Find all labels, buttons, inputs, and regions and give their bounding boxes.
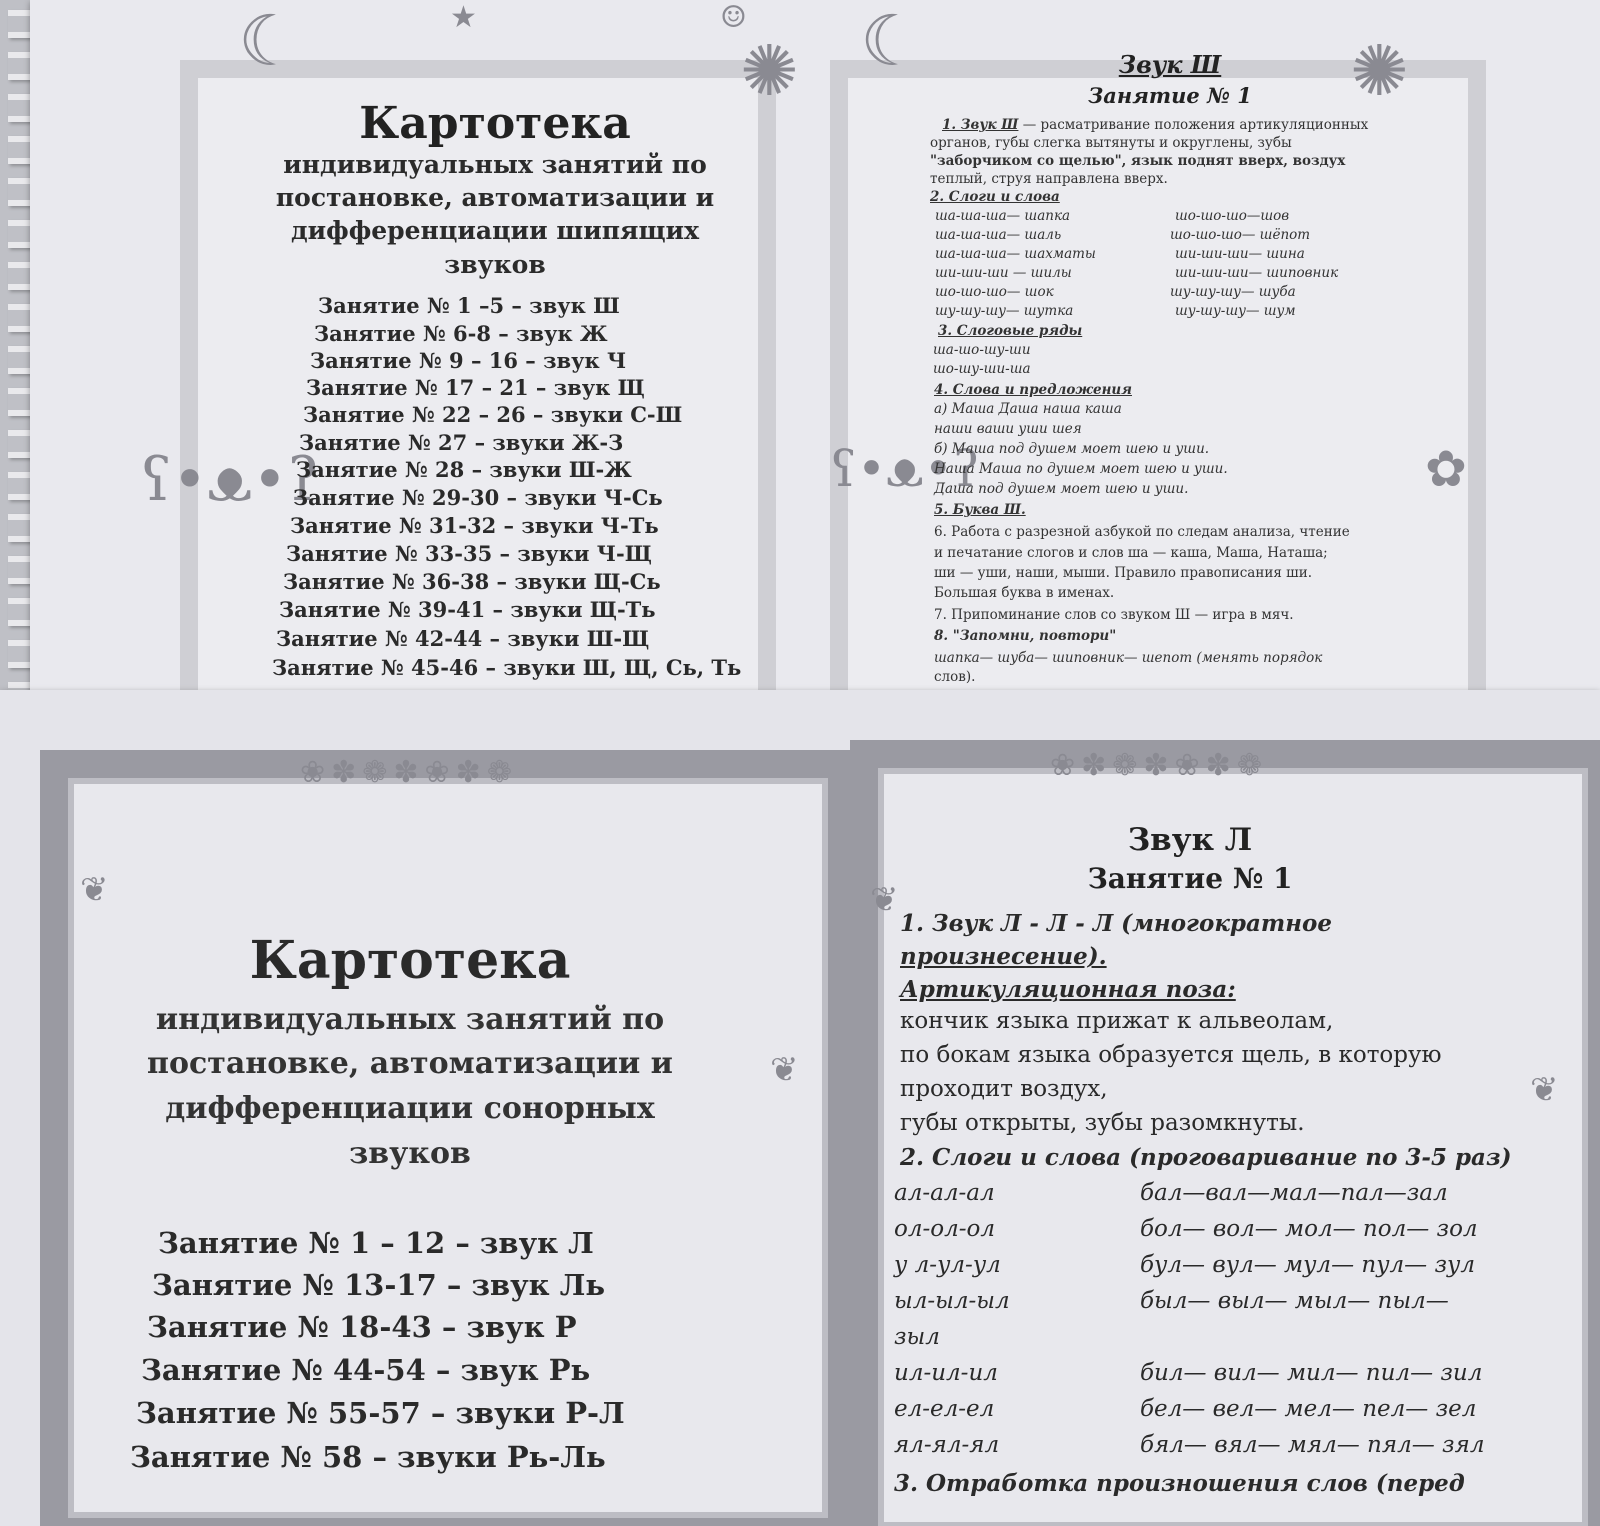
lesson-list-item: Занятие № 27 – звуки Ж-З [299,430,624,455]
lesson-list-item: Занятие № 58 – звуки Рь-Ль [130,1440,606,1474]
sound-l-heading: Звук Л [1127,822,1253,858]
pose-text: по бокам языка образуется щель, в которую [900,1042,1442,1068]
paragraph-text: слов). [934,669,976,685]
paragraph-text: органов, губы слегка вытянуты и округлены, зубы [930,135,1292,151]
subtitle-line-3: дифференциации шипящих [290,216,700,245]
paragraph-text: "заборчиком со щелью", язык поднят вверх, воздух [930,153,1346,169]
subtitle-line-2: постановке, автоматизации и [275,183,715,212]
lesson-list-item: Занятие № 39-41 – звуки Щ-Ть [279,597,656,622]
syllable-left: ол-ол-ол [894,1216,996,1242]
syllable-right: бал—вал—мал—пал—зал [1140,1180,1448,1206]
lesson-number: Занятие № 1 [1088,83,1252,108]
subtitle-line-2: постановке, автоматизации и [147,1046,673,1081]
sentence: наши ваши уши шея [934,421,1082,437]
pose-text: проходит воздух, [900,1076,1108,1102]
syllable-left: у л-ул-ул [894,1252,1001,1278]
section-heading: 4. Слова и предложения [934,382,1132,398]
section-heading: 3. Слоговые ряды [938,323,1083,339]
bottom-sheet [0,690,1600,1526]
syllable-right: шо-шо-шо—шов [1175,208,1290,224]
vine-icon: ❦ [80,870,109,910]
paragraph-1-label: 1. Звук Ш — расматривание положения артикуляционных [942,117,1369,133]
smiley-icon: ☺ [720,0,747,35]
syllable-right: ши-ши-ши— шиповник [1175,265,1339,281]
lesson-list-item: Занятие № 36-38 – звуки Щ-Сь [283,569,661,594]
lesson-list-item: Занятие № 55-57 – звуки Р-Л [136,1396,625,1430]
flower-icon: ✿ [1425,440,1467,498]
section-heading: 6. Работа с разрезной азбукой по следам анализа, чтение [934,524,1350,540]
section-heading: 2. Слоги и слова [930,189,1060,205]
syllable-left: зыл [894,1324,940,1350]
syllable-right: бял— вял— мял— пял— зял [1140,1432,1485,1458]
lesson-list-item: Занятие № 31-32 – звуки Ч-Ть [290,513,659,538]
syllable-row: ша-шо-шу-ши [933,342,1031,358]
lesson-list-item: Занятие № 6-8 – звук Ж [314,321,608,346]
syllable-left: ыл-ыл-ыл [894,1288,1010,1314]
cartoteka-title-sonornye: Картотека [249,930,571,991]
lesson-list-item: Занятие № 1 – 12 – звук Л [158,1226,594,1260]
lesson-list-item: Занятие № 28 – звуки Ш-Ж [296,457,632,482]
syllable-right: был— выл— мыл— пыл— [1140,1288,1449,1314]
vine-icon: ❦ [770,1050,799,1090]
lesson-list-item: Занятие № 18-43 – звук Р [147,1310,577,1344]
moon-icon: ☾ [860,0,923,82]
lesson-list-item: Занятие № 9 – 16 – звук Ч [310,348,627,373]
star-icon: ★ [450,0,477,35]
lesson-list-item: Занятие № 13-17 – звук Ль [152,1268,606,1302]
cartoteka-title-shipyashchie: Картотека [359,98,631,149]
section-heading: произнесение). [900,943,1107,970]
pose-heading: Артикуляционная поза: [900,976,1236,1003]
lesson-list-item: Занятие № 42-44 – звуки Ш-Щ [276,626,650,651]
syllable-left: ал-ал-ал [894,1180,995,1206]
paragraph-text: Большая буква в именах. [934,585,1115,601]
top-left-page [120,0,840,700]
pose-text: губы открыты, зубы разомкнуты. [900,1110,1305,1136]
paragraph-text: 7. Припоминание слов со звуком Ш — игра в мяч. [934,607,1294,623]
sentence: Даша под душем моет шею и уши. [934,481,1189,497]
paragraph-text: теплый, струя направлена вверх. [930,171,1168,187]
paragraph-text: шапка— шуба— шиповник— шепот (менять порядок [934,650,1323,666]
lesson-list-item: Занятие № 45-46 – звуки Ш, Щ, Сь, Ть [272,655,742,680]
subtitle-line-4: звуков [444,250,546,279]
sentence: б) Маша под душем моет шею и уши. [934,441,1210,457]
lesson-list-item: Занятие № 1 –5 – звук Ш [318,293,620,318]
lesson-list-item: Занятие № 29-30 – звуки Ч-Сь [293,485,663,510]
section-heading: 3. Отработка произношения слов (перед [894,1470,1465,1497]
section-heading: 5. Буква Ш. [934,502,1026,518]
sound-sh-heading: Звук Ш [1118,50,1222,79]
sunflower-icon: ✺ [1350,30,1409,112]
syllable-right: шу-шу-шу— шум [1175,303,1296,319]
syllable-right: бол— вол— мол— пол— зол [1140,1216,1478,1242]
floral-ornament-icon: ❀✽❁✽❀✽❁ [300,755,518,790]
subtitle-line-4: звуков [349,1136,471,1171]
section-heading: 8. "Запомни, повтори" [934,628,1117,644]
moon-icon: ☾ [238,0,301,82]
syllable-left: ша-ша-ша— шаль [935,227,1062,243]
vine-icon: ❦ [870,880,899,920]
lesson-list-item: Занятие № 33-35 – звуки Ч-Щ [286,541,652,566]
sentence: а) Маша Даша наша каша [934,401,1122,417]
section-heading: 2. Слоги и слова (проговаривание по 3-5 раз) [900,1144,1512,1171]
subtitle-line-3: дифференциации сонорных [165,1091,655,1126]
syllable-left: ял-ял-ял [894,1432,1000,1458]
syllable-right: бил— вил— мил— пил— зил [1140,1360,1483,1386]
bear-icon: ʕ•ᴥ•ʔ [830,440,980,498]
syllable-left: ша-ша-ша— шахматы [935,246,1096,262]
lesson-list-item: Занятие № 17 – 21 – звук Щ [306,375,645,400]
subtitle-line-1: индивидуальных занятий по [283,150,707,179]
pose-text: кончик языка прижат к альвеолам, [900,1008,1334,1034]
bear-icon: ʕ•ᴥ•ʔ [140,445,320,515]
syllable-left: ша-ша-ша— шапка [935,208,1071,224]
sentence: Наша Маша по душем моет шею и уши. [934,461,1228,477]
syllable-left: ил-ил-ил [894,1360,998,1386]
syllable-right: шу-шу-шу— шуба [1170,284,1296,300]
lesson-list-item: Занятие № 44-54 – звук Рь [141,1353,591,1387]
syllable-right: бул— вул— мул— пул— зул [1140,1252,1476,1278]
sunflower-icon: ✺ [740,30,799,112]
syllable-left: шо-шо-шо— шок [935,284,1054,300]
lesson-number: Занятие № 1 [1087,862,1293,895]
vine-icon: ❦ [1530,1070,1559,1110]
bottom-left-page [40,750,860,1526]
section-heading: 1. Звук Л - Л - Л (многократное [900,910,1332,937]
syllable-left: шу-шу-шу— шутка [935,303,1074,319]
paragraph-text: и печатание слогов и слов ша — каша, Маша, Наташа; [934,545,1328,561]
syllable-right: бел— вел— мел— пел— зел [1140,1396,1477,1422]
subtitle-line-1: индивидуальных занятий по [155,1002,665,1037]
lesson-list-item: Занятие № 22 – 26 – звуки С-Ш [303,402,683,427]
syllable-row: шо-шу-ши-ша [933,361,1031,377]
top-right-page [830,0,1600,700]
paragraph-text: ши — уши, наши, мыши. Правило правописания ши. [934,565,1312,581]
syllable-left: ел-ел-ел [894,1396,995,1422]
floral-ornament-icon: ❀✽❁✽❀✽❁ [1050,748,1268,783]
top-sheet [30,0,1600,700]
syllable-right: ши-ши-ши— шина [1175,246,1305,262]
syllable-right: шо-шо-шо— шёпот [1170,227,1311,243]
bottom-right-page [850,740,1600,1526]
syllable-left: ши-ши-ши — шилы [935,265,1072,281]
